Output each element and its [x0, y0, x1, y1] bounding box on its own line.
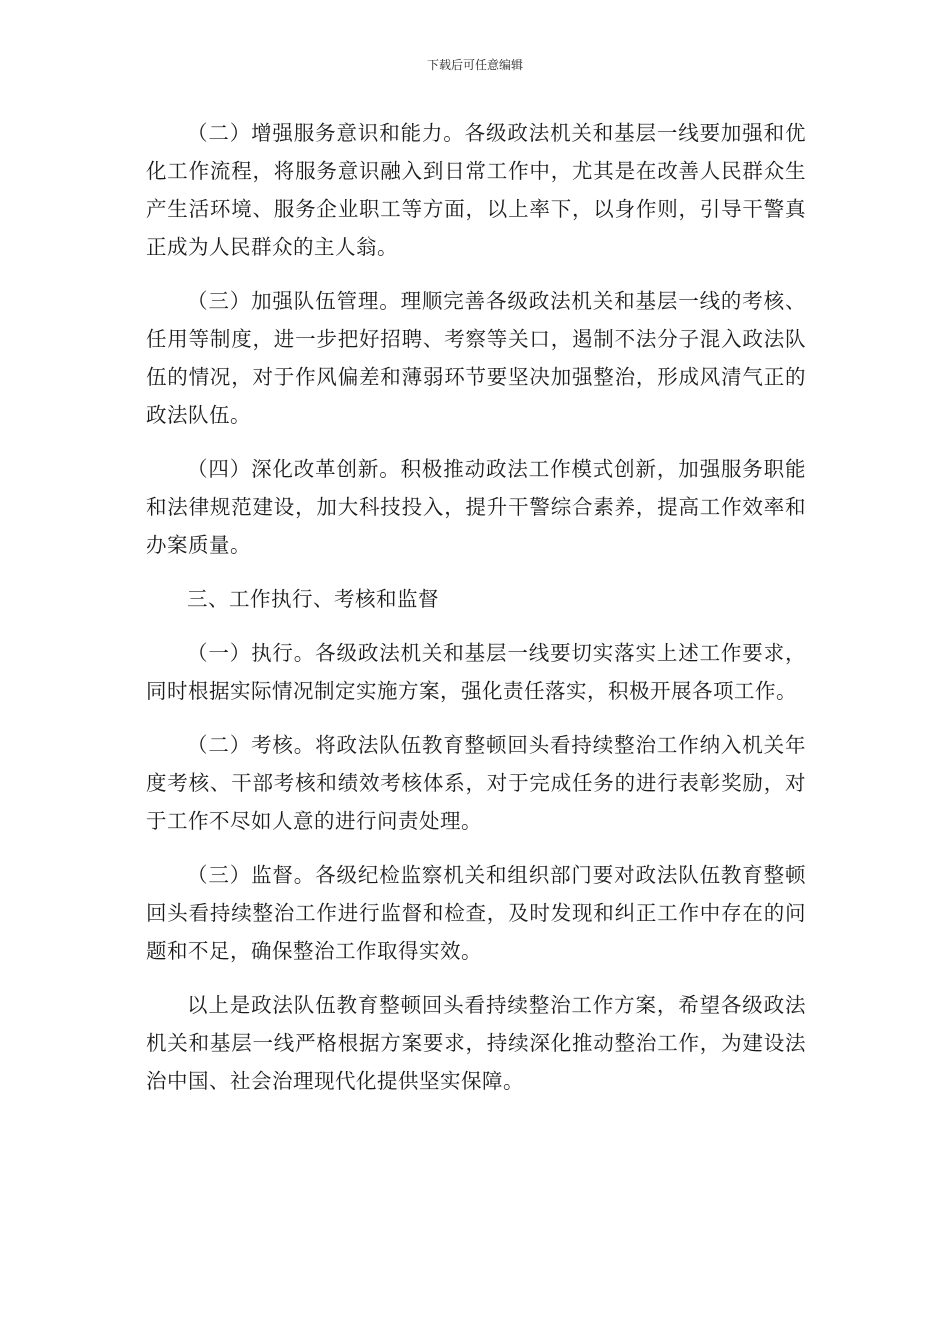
paragraph-team-management: （三）加强队伍管理。理顺完善各级政法机关和基层一线的考核、任用等制度，进一步把好招聘、考察等关口，遏制不法分子混入政法队伍的情况，对于作风偏差和薄弱环节要坚决加强整治，形成风清气正的政法队伍。 [146, 289, 806, 427]
paragraph-reform-innovation: （四）深化改革创新。积极推动政法工作模式创新，加强服务职能和法律规范建设，加大科技投入，提升干警综合素养，提高工作效率和办案质量。 [146, 457, 806, 557]
paragraph-supervision: （三）监督。各级纪检监察机关和组织部门要对政法队伍教育整顿回头看持续整治工作进行监督和检查，及时发现和纠正工作中存在的问题和不足，确保整治工作取得实效。 [146, 863, 806, 963]
paragraph-execution: （一）执行。各级政法机关和基层一线要切实落实上述工作要求，同时根据实际情况制定实施方案，强化责任落实，积极开展各项工作。 [146, 641, 806, 703]
paragraph-assessment: （二）考核。将政法队伍教育整顿回头看持续整治工作纳入机关年度考核、干部考核和绩效考核体系，对于完成任务的进行表彰奖励，对于工作不尽如人意的进行问责处理。 [146, 733, 806, 833]
section-heading-execution: 三、工作执行、考核和监督 [187, 587, 439, 611]
paragraph-service-awareness: （二）增强服务意识和能力。各级政法机关和基层一线要加强和优化工作流程，将服务意识融入到日常工作中，尤其是在改善人民群众生产生活环境、服务企业职工等方面，以上率下，以身作则，引导干警真正成为人民群众的主人翁。 [146, 121, 806, 259]
paragraph-conclusion: 以上是政法队伍教育整顿回头看持续整治工作方案，希望各级政法机关和基层一线严格根据方案要求，持续深化推动整治工作，为建设法治中国、社会治理现代化提供坚实保障。 [146, 993, 806, 1093]
document-body [146, 114, 806, 1116]
page-header: 下载后可任意编辑 [426, 58, 523, 72]
